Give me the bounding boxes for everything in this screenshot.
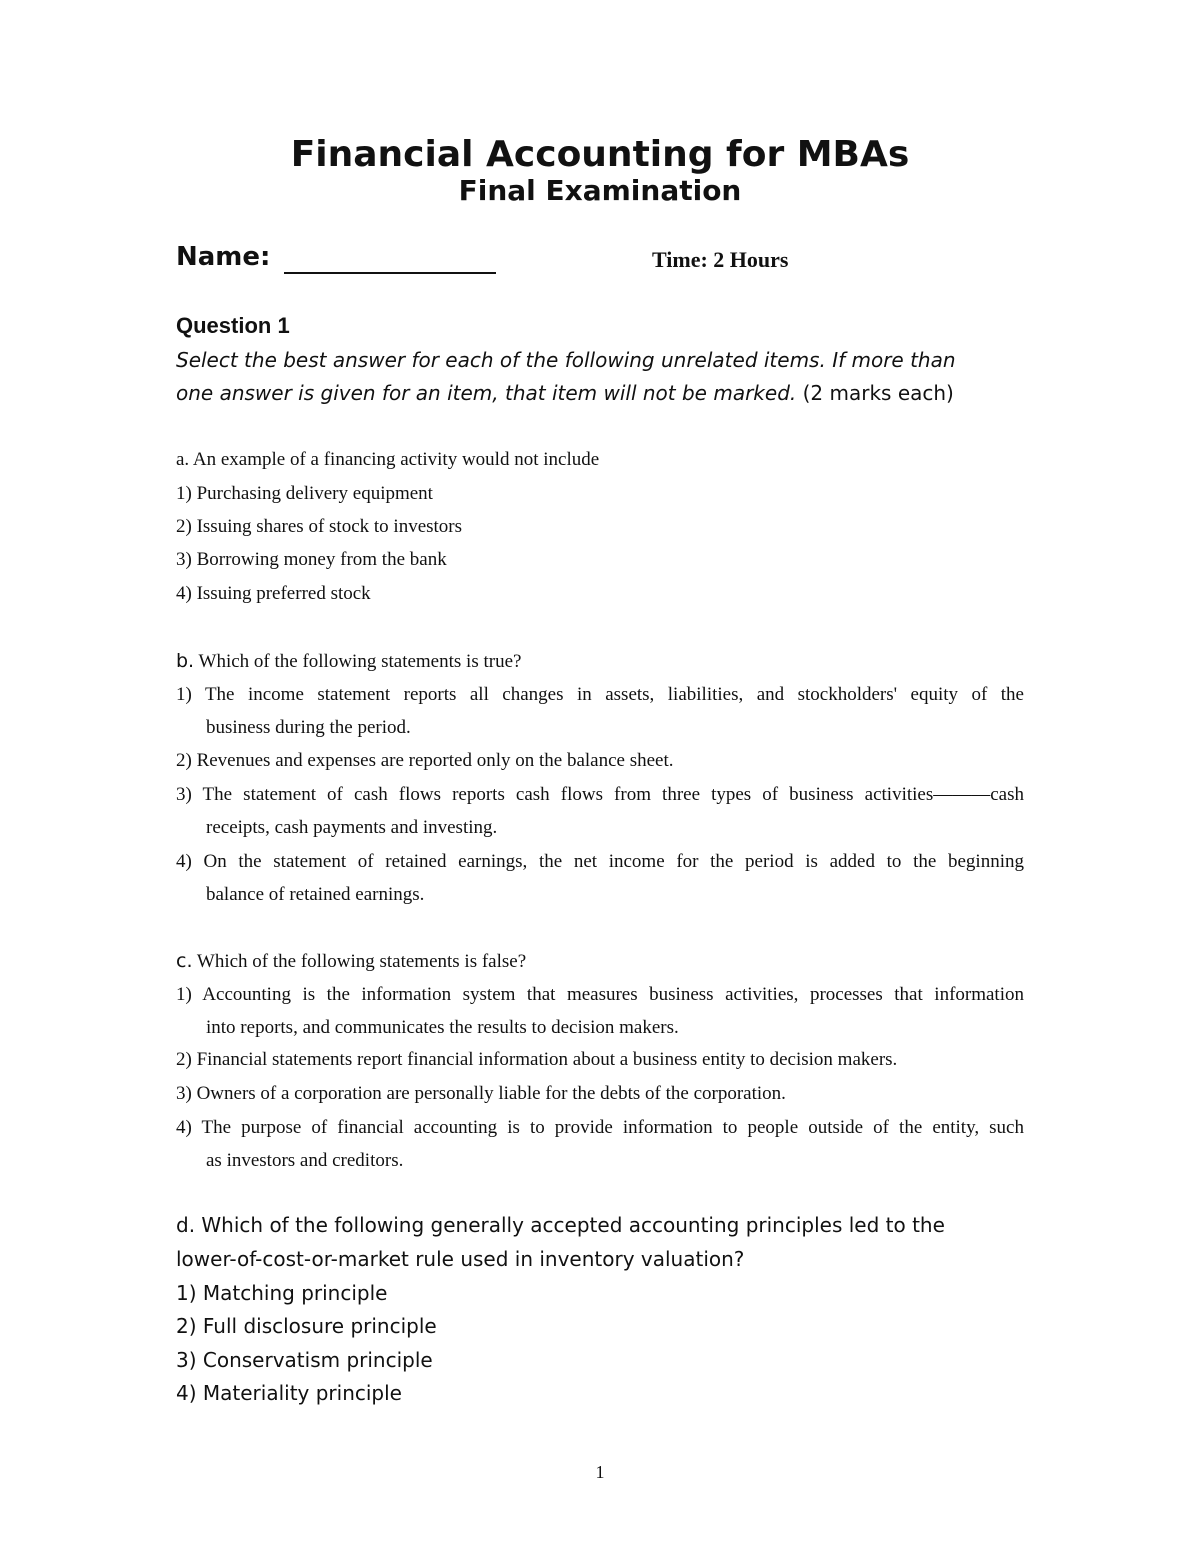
item-b-option-4-line-2: balance of retained earnings. <box>206 884 425 905</box>
item-b-option-4-line-1: 4) On the statement of retained earnings, the net income for the period is added to the beginning <box>176 851 1024 872</box>
exam-title: Financial Accounting for MBAs <box>290 134 910 175</box>
item-c-letter: c. <box>176 950 193 972</box>
item-c-option-1-line-1: 1) Accounting is the information system that measures business activities, processes that information <box>176 984 1024 1005</box>
instruction-italic: one answer is given for an item, that item will not be marked. <box>176 381 797 405</box>
item-a-stem: a. An example of a financing activity would not include <box>176 449 600 470</box>
item-c-option-3: 3) Owners of a corporation are personally liable for the debts of the corporation. <box>176 1083 786 1104</box>
item-b-option-4 <box>176 845 1024 911</box>
item-d-option-4: 4) Materiality principle <box>176 1381 402 1405</box>
question-heading: Question 1 <box>176 313 290 338</box>
item-d-option-2: 2) Full disclosure principle <box>176 1314 437 1338</box>
exam-subtitle: Final Examination <box>458 174 742 207</box>
item-c-option-1-line-2: into reports, and communicates the results to decision makers. <box>206 1017 679 1038</box>
item-c-option-4 <box>176 1111 1024 1177</box>
item-b-option-1 <box>176 678 1024 744</box>
page-number: 1 <box>595 1462 605 1482</box>
item-c-option-4-line-1: 4) The purpose of financial accounting is to provide information to people outside of the entity, such <box>176 1117 1024 1138</box>
item-b-option-1-line-1: 1) The income statement reports all changes in assets, liabilities, and stockholders' equity of the <box>176 684 1024 705</box>
instruction-line-2 <box>176 377 1016 410</box>
item-a-option-3: 3) Borrowing money from the bank <box>176 549 447 570</box>
item-d-stem-line-1: d. Which of the following generally accepted accounting principles led to the <box>176 1213 945 1237</box>
item-d-stem-line-2: lower-of-cost-or-market rule used in inventory valuation? <box>176 1247 745 1271</box>
instruction-line-1: Select the best answer for each of the following unrelated items. If more than <box>176 348 956 372</box>
item-c-stem <box>176 950 526 973</box>
item-a-option-4: 4) Issuing preferred stock <box>176 583 371 604</box>
item-b-stem-text: Which of the following statements is true? <box>194 651 522 672</box>
name-label: Name: <box>176 242 271 272</box>
item-c-option-4-line-2: as investors and creditors. <box>206 1150 404 1171</box>
item-b-option-3 <box>176 778 1024 844</box>
item-c-option-2: 2) Financial statements report financial information about a business entity to decision makers. <box>176 1049 898 1070</box>
item-d-option-1: 1) Matching principle <box>176 1281 388 1305</box>
name-blank-line <box>284 272 496 274</box>
item-b-option-3-line-1: 3) The statement of cash flows reports cash flows from three types of business activities———cash <box>176 784 1024 805</box>
item-c-stem-text: Which of the following statements is false? <box>192 951 527 972</box>
item-a-option-1: 1) Purchasing delivery equipment <box>176 483 433 504</box>
time-label: Time: 2 Hours <box>652 247 789 272</box>
item-a-option-2: 2) Issuing shares of stock to investors <box>176 516 463 537</box>
item-b-letter: b. <box>176 650 195 672</box>
item-b-option-3-line-2: receipts, cash payments and investing. <box>206 817 498 838</box>
item-b-stem <box>176 650 521 673</box>
item-b-option-2: 2) Revenues and expenses are reported only on the balance sheet. <box>176 750 674 771</box>
item-b-option-1-line-2: business during the period. <box>206 717 411 738</box>
item-d-option-3: 3) Conservatism principle <box>176 1348 433 1372</box>
instruction-marks: (2 marks each) <box>796 381 954 405</box>
item-c-option-1 <box>176 978 1024 1044</box>
